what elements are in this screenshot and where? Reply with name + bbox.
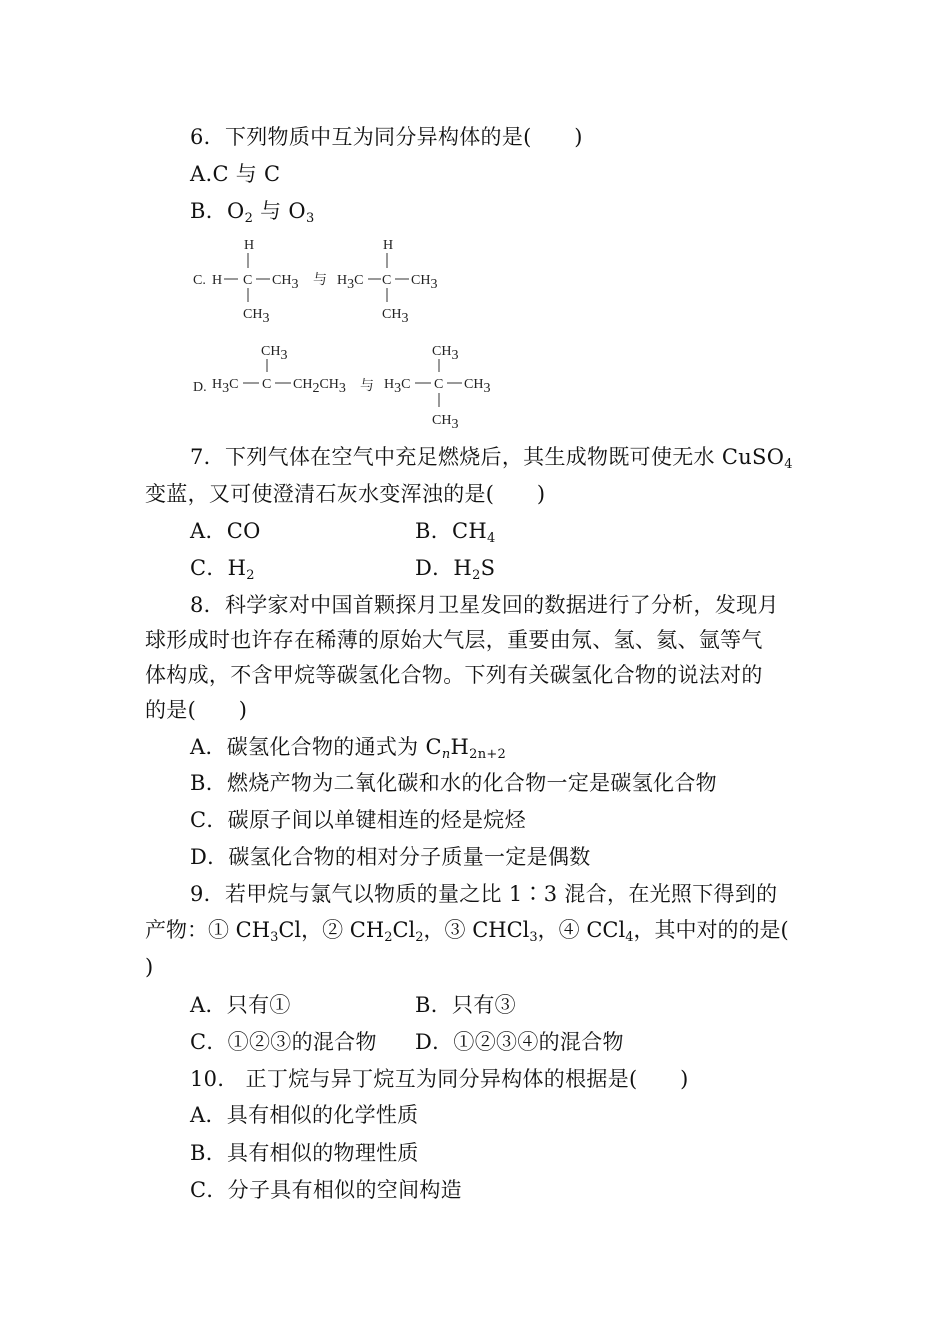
- q6-c-right-h3c: H3C: [337, 273, 364, 292]
- q6-option-d-structures: [190, 338, 500, 433]
- q6-d-right-h3c: H3C: [384, 377, 411, 396]
- q6-d-right-right-ch3: CH3: [464, 377, 491, 396]
- q9-stem-line1: 9．若甲烷与氯气以物质的量之比 1∶3 混合，在光照下得到的: [190, 882, 778, 906]
- q9-options-ab: [190, 991, 790, 1019]
- q8-stem-line3: 体构成，不含甲烷等碳氢化合物。下列有关碳氢化合物的说法对的: [145, 663, 763, 687]
- q6-stem: 6．下列物质中互为同分异构体的是( ): [190, 125, 583, 149]
- q7-option-c: C．$H_2$: [190, 556, 255, 583]
- q9-option-b: B．只有③: [415, 993, 516, 1017]
- q8-option-a: A．碳氢化合物的通式为 $C_nH_{2n+2}$: [190, 735, 507, 762]
- q8-stem-line4: 的是( ): [145, 698, 248, 722]
- q7-options-cd: [190, 554, 790, 582]
- q6-c-yu: 与: [313, 273, 327, 288]
- q6-d-label: D.: [193, 380, 207, 395]
- q8-option-c: C．碳原子间以单键相连的烃是烷烃: [190, 808, 526, 832]
- q6-d-left-top-ch3: CH3: [261, 344, 288, 363]
- q6-d-right-center-c: C: [434, 377, 444, 392]
- q6-c-left-top-h: H: [244, 238, 255, 253]
- q9-option-a: A．只有①: [190, 993, 291, 1017]
- q7-stem-line1: 7．下列气体在空气中充足燃烧后，其生成物既可使无水 CuSO$_4$: [190, 445, 793, 472]
- q8-stem-line1: 8．科学家对中国首颗探月卫星发回的数据进行了分析，发现月: [190, 593, 779, 617]
- q8-stem-line2: 球形成时也许存在稀薄的原始大气层，重要由氖、氢、氦、氩等气: [145, 628, 763, 652]
- q6-c-left-bottom-ch3: CH3: [243, 307, 270, 326]
- q10-stem: 10． 正丁烷与异丁烷互为同分异构体的根据是( ): [190, 1067, 689, 1091]
- q6-c-right-top-h: H: [383, 238, 394, 253]
- q6-option-c-structures: [190, 232, 450, 327]
- q10-option-a: A．具有相似的化学性质: [190, 1103, 419, 1127]
- q6-d-right-bottom-ch3: CH3: [432, 413, 459, 432]
- q6-c-right-center-c: C: [382, 273, 392, 288]
- q6-d-yu: 与: [360, 379, 374, 394]
- q7-option-a: A．CO: [190, 519, 261, 543]
- q7-stem-line2: 变蓝，又可使澄清石灰水变浑浊的是( ): [145, 482, 546, 506]
- q6-d-left-h3c: H3C: [212, 377, 239, 396]
- q9-option-d: D．①②③④的混合物: [415, 1030, 624, 1054]
- q7-option-b: B．$CH_4$: [415, 519, 496, 546]
- q9-option-c: C．①②③的混合物: [190, 1030, 377, 1054]
- q8-option-b: B．燃烧产物为二氧化碳和水的化合物一定是碳氢化合物: [190, 771, 717, 795]
- q9-options-cd: [190, 1028, 790, 1056]
- q10-option-b: B．具有相似的物理性质: [190, 1141, 419, 1165]
- q9-stem-line2: 产物：① $CH_3Cl$，② $CH_2Cl_2$，③ CHCl$_3$，④ CCl$_4$，其中对的的是(: [145, 918, 789, 945]
- q6-c-label: C.: [193, 273, 206, 288]
- q6-option-b: B．$O_2$ 与 $O_3$: [190, 199, 315, 226]
- q10-option-c: C．分子具有相似的空间构造: [190, 1178, 462, 1202]
- q6-c-right-right-ch3: CH3: [411, 273, 438, 292]
- q6-d-left-chain: CH2CH3: [293, 377, 346, 396]
- q6-c-left-right-ch3: CH3: [272, 273, 299, 292]
- q9-stem-line3: ): [145, 955, 154, 979]
- q6-d-left-center-c: C: [262, 377, 272, 392]
- q6-c-right-bottom-ch3: CH3: [382, 307, 409, 326]
- q7-option-d: D．$H_2S$: [415, 556, 496, 583]
- q6-d-right-top-ch3: CH3: [432, 344, 459, 363]
- q6-c-left-center-c: C: [243, 273, 253, 288]
- q6-option-a: A.C 与 C: [190, 162, 281, 186]
- q8-option-d: D．碳氢化合物的相对分子质量一定是偶数: [190, 845, 591, 869]
- q7-options-ab: [190, 517, 790, 545]
- q6-c-left-h: H: [212, 273, 223, 288]
